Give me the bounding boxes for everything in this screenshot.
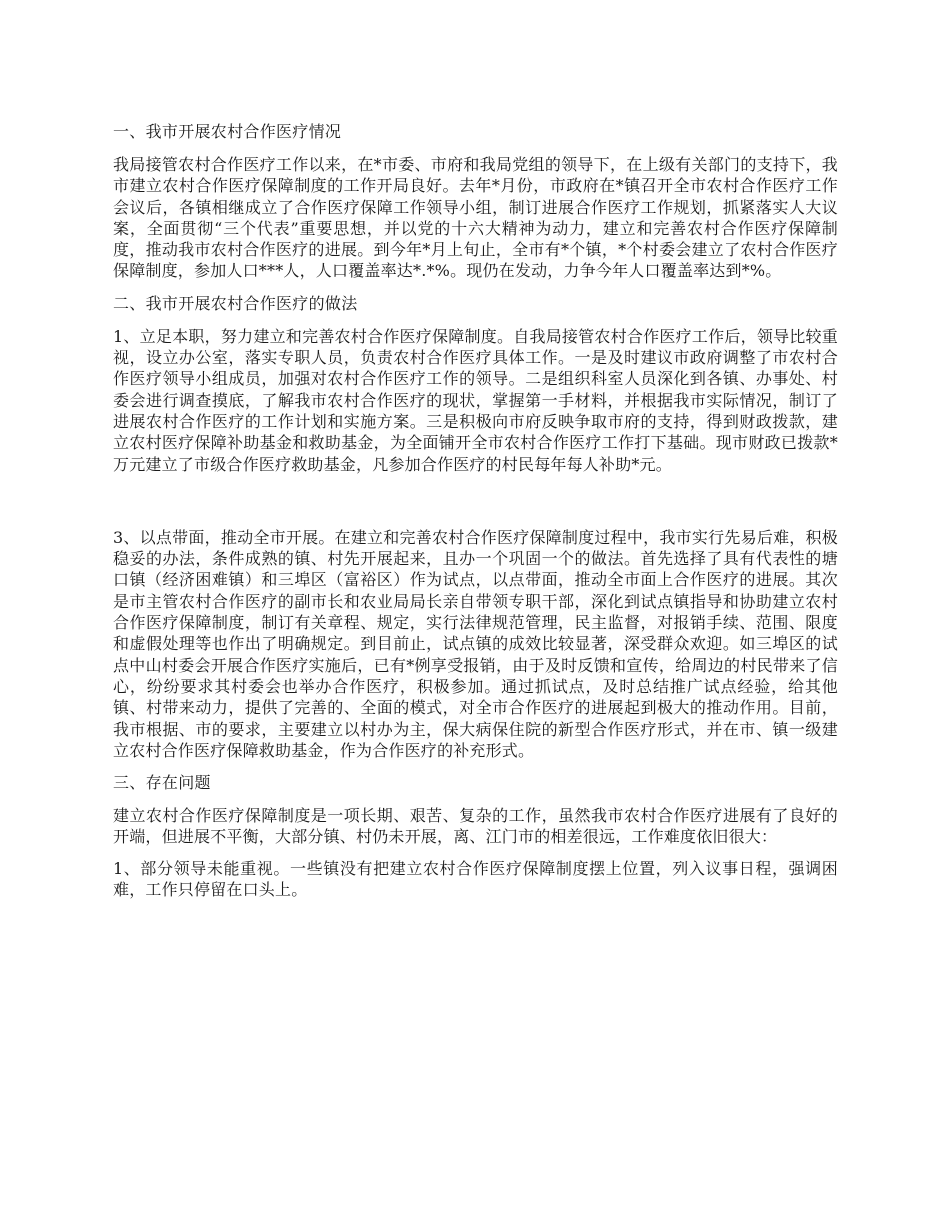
- section2-item3: 3、以点带面，推动全市开展。在建立和完善农村合作医疗保障制度过程中，我市实行先易后难，积极稳妥的办法，条件成熟的镇、村先开展起来，且办一个巩固一个的做法。首先选择了具有代表性的塘口镇（经济困难镇）和三埠区（富裕区）作为试点，以点带面，推动全市面上合作医疗的进展。其次是市主管农村合作医疗的副市长和农业局局长亲自带领专职干部，深化到试点镇指导和协助建立农村合作医疗保障制度，制订有关章程、规定，实行法律规范管理，民主监督，对报销手续、范围、限度和虚假处理等也作出了明确规定。到目前止，试点镇的成效比较显著，深受群众欢迎。如三埠区的试点中山村委会开展合作医疗实施后，已有*例享受报销，由于及时反馈和宣传，给周边的村民带来了信心，纷纷要求其村委会也举办合作医疗，积极参加。通过抓试点，及时总结推广试点经验，给其他镇、村带来动力，提供了完善的、全面的模式，对全市合作医疗的进展起到极大的推动作用。目前，我市根据、市的要求，主要建立以村办为主，保大病保住院的新型合作医疗形式，并在市、镇一级建立农村合作医疗保障救助基金，作为合作医疗的补充形式。: [113, 527, 838, 760]
- document-page: [113, 120, 838, 910]
- section2-item1: 1、立足本职，努力建立和完善农村合作医疗保障制度。自我局接管农村合作医疗工作后，领导比较重视，设立办公室，落实专职人员，负责农村合作医疗具体工作。一是及时建议市政府调整了市农村合作医疗领导小组成员，加强对农村合作医疗工作的领导。二是组织科室人员深化到各镇、办事处、村委会进行调查摸底，了解我市农村合作医疗的现状，掌握第一手材料，并根据我市实际情况，制订了进展农村合作医疗的工作计划和实施方案。三是积极向市府反映争取市府的支持，得到财政拨款，建立农村医疗保障补助基金和救助基金，为全面铺开全市农村合作医疗工作打下基础。现市财政已拨款*万元建立了市级合作医疗救助基金，凡参加合作医疗的村民每年每人补助*元。: [113, 326, 838, 474]
- section2-heading: 二、我市开展农村合作医疗的做法: [113, 293, 358, 313]
- blank-gap: [113, 485, 838, 527]
- section3-paragraph: 建立农村合作医疗保障制度是一项长期、艰苦、复杂的工作，虽然我市农村合作医疗进展有了良好的开端，但进展不平衡，大部分镇、村仍未开展，离、江门市的相差很远，工作难度依旧很大：: [113, 806, 838, 847]
- section3-heading: 三、存在问题: [113, 773, 211, 793]
- section1-paragraph: 我局接管农村合作医疗工作以来，在*市委、市府和我局党组的领导下，在上级有关部门的支持下，我市建立农村合作医疗保障制度的工作开局良好。去年*月份，市政府在*镇召开全市农村合作医疗工作会议后，各镇相继成立了合作医疗保障工作领导小组，制订进展合作医疗工作规划，抓紧落实人大议案，全面贯彻“三个代表”重要思想，并以党的十六大精神为动力，建立和完善农村合作医疗保障制度，推动我市农村合作医疗的进展。到今年*月上旬止，全市有*个镇，*个村委会建立了农村合作医疗保障制度，参加人口***人，人口覆盖率达*.*%。现仍在发动，力争今年人口覆盖率达到*%。: [113, 155, 838, 281]
- section1-heading: 一、我市开展农村合作医疗情况: [113, 122, 342, 141]
- section3-item1: 1、部分领导未能重视。一些镇没有把建立农村合作医疗保障制度摆上位置，列入议事日程，强调困难，工作只停留在口头上。: [113, 858, 838, 900]
